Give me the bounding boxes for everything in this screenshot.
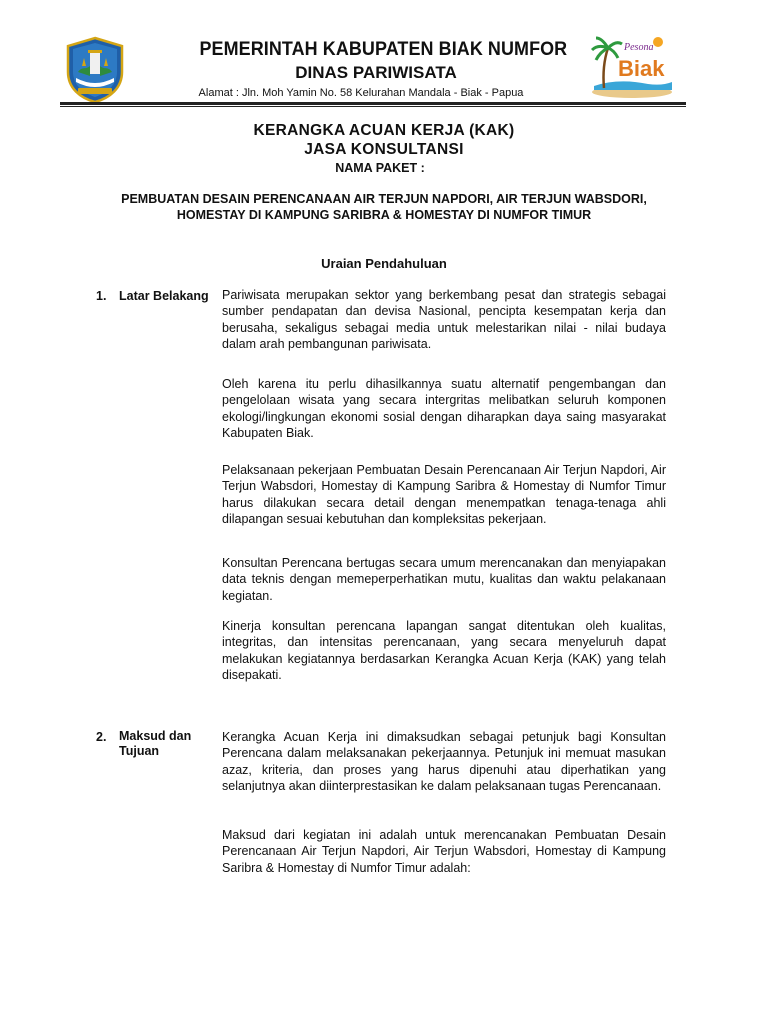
item-label-maksud-tujuan: Maksud dan Tujuan [119,729,192,758]
svg-text:Biak: Biak [618,56,665,81]
letterhead-divider [60,102,686,105]
paragraph: Pariwisata merupakan sektor yang berkembang pesat dan strategis sebagai sumber pendapatan dan devisa Nasional, pencipta kesempatan kerja dan berusaha, sekaligus sebagai media untuk melestarikan nilai - nilai budaya dalam arah pembangunan pariwisata. [222,288,666,352]
package-label: NAMA PAKET : [335,161,425,175]
pesona-biak-logo-icon [588,30,676,100]
paragraph: Oleh karena itu perlu dihasilkannya suatu alternatif pengembangan dan pengelolaan wisata yang secara intergritas melibatkan seluruh komponen ekologi/lingkungan ekonomi sosial dengan diharapkan daya saing masyarakat Kabupaten Biak. [222,377,666,441]
letterhead [0,0,768,104]
item-number: 2. [96,730,107,744]
paragraph: Pelaksanaan pekerjaan Pembuatan Desain Perencanaan Air Terjun Napdori, Air Terjun Wabsdori, Homestay di Kampung Saribra & Homestay di Numfor Timur harus dilakukan secara detail dengan menempatkan tenaga-tenaga ahli dilapangan sesuai kebutuhan dan kompleksitas pekerjaan. [222,463,666,527]
document-subtitle: JASA KONSULTANSI [304,141,464,158]
address-line: Alamat : Jln. Moh Yamin No. 58 Kelurahan Mandala - Biak - Papua [198,87,524,99]
paragraph: Maksud dari kegiatan ini adalah untuk merencanakan Pembuatan Desain Perencanaan Air Terjun Napdori, Air Terjun Wabsdori, Homestay di Kampung Saribra & Homestay di Numfor Timur adalah: [222,828,666,875]
package-name: PEMBUATAN DESAIN PERENCANAAN AIR TERJUN NAPDORI, AIR TERJUN WABSDORI, HOMESTAY DI KAMPUNG SARIBRA & HOMESTAY DI NUMFOR TIMUR [121,192,647,222]
document-title: KERANGKA ACUAN KERJA (KAK) [253,122,515,139]
government-title: PEMERINTAH KABUPATEN BIAK NUMFOR [199,38,568,60]
department-title: DINAS PARIWISATA [295,63,457,82]
item-number: 1. [96,289,107,303]
paragraph: Kerangka Acuan Kerja ini dimaksudkan sebagai petunjuk bagi Konsultan Perencana dalam melaksanakan pekerjaannya. Petunjuk ini memuat masukan azaz, kriteria, dan proses yang harus dipenuhi atau diperhatikan yang selanjutnya akan diinterprestasikan ke dalam pelaksanaan tugas Perencanaan. [222,730,666,794]
paragraph: Konsultan Perencana bertugas secara umum merencanakan dan menyiapakan data teknis dengan memeperperhatikan mutu, kualitas dan waktu pelakanaan kegiatan. [222,556,666,603]
section-heading: Uraian Pendahuluan [321,256,447,271]
item-label-latar-belakang: Latar Belakang [119,289,209,303]
svg-text:Pesona: Pesona [624,42,654,53]
letterhead-divider-thin [60,106,686,107]
paragraph: Kinerja konsultan perencana lapangan sangat ditentukan oleh kualitas, integritas, dan intensitas perencanaan, yang secara menyeluruh dapat melakukan kegiatannya berdasarkan Kerangka Acuan Kerja (KAK) yang telah disepakati. [222,619,666,683]
